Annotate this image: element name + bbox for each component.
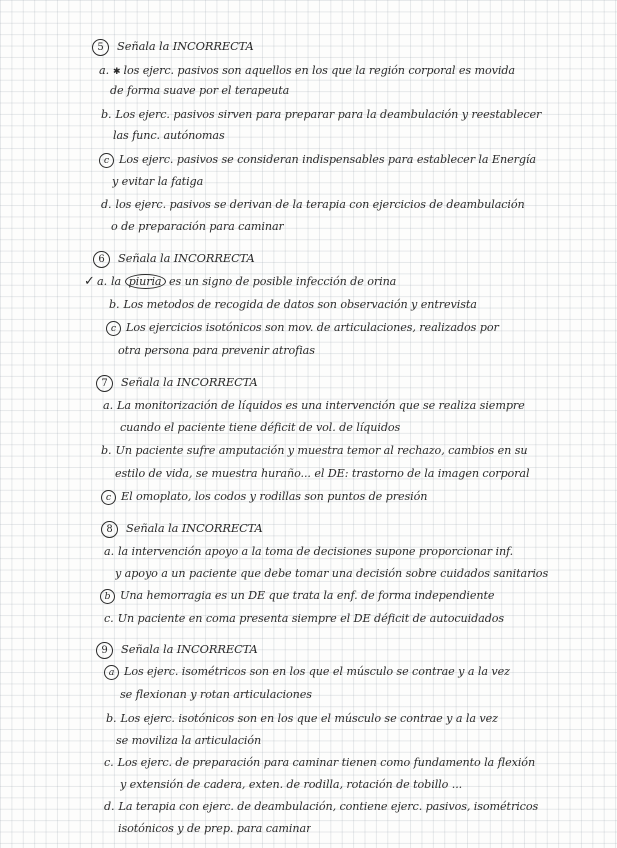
q6-option-a — [97, 274, 602, 290]
q5-c-line2: y evitar la fatiga — [112, 175, 204, 188]
q5-b-line2: las func. autónomas — [113, 129, 225, 142]
q9-option-d — [104, 799, 606, 815]
q6-heading-text: Señala la INCORRECTA — [118, 251, 255, 265]
q6-a-pre: la — [111, 275, 122, 288]
q8-a-line1: la intervención apoyo a la toma de decisiones supone proporcionar inf. — [118, 545, 514, 558]
q6-option-b — [109, 297, 604, 313]
q8-option-b — [100, 588, 605, 604]
q5-option-a — [99, 63, 604, 80]
q8-b-circled-letter: b — [100, 589, 115, 604]
asterisk-icon: ✱ — [113, 67, 121, 77]
q7-a-letter: a. — [103, 399, 114, 412]
q9-option-b — [106, 711, 606, 727]
q5-c-circled-letter: c — [99, 153, 114, 168]
q9-option-c — [104, 755, 606, 771]
q9-d-line2: isotónicos y de prep. para caminar — [118, 822, 312, 835]
q5-heading-text: Señala la INCORRECTA — [117, 39, 254, 53]
q5-d-letter: d. — [101, 198, 112, 211]
q7-b-letter: b. — [101, 444, 112, 457]
q5-c-line1: Los ejerc. pasivos se consideran indispensables para establecer la Energía — [119, 153, 536, 166]
q9-option-a — [104, 664, 606, 680]
q7-c-line1: El omoplato, los codos y rodillas son puntos de presión — [121, 490, 428, 503]
q6-option-c — [106, 320, 606, 336]
q8-a-line2: y apoyo a un paciente que debe tomar una decisión sobre cuidados sanitarios — [115, 567, 549, 580]
q9-c-letter: c. — [104, 756, 114, 769]
q9-a-line2: se flexionan y rotan articulaciones — [120, 688, 312, 701]
q5-number: 5 — [92, 39, 109, 56]
q6-a-post: es un signo de posible infección de orina — [168, 275, 397, 288]
q7-option-c — [101, 489, 601, 505]
q6-number: 6 — [93, 251, 110, 268]
q9-d-letter: d. — [104, 800, 115, 813]
q9-number: 9 — [96, 642, 113, 659]
q6-c-line2: otra persona para prevenir atrofias — [118, 344, 315, 357]
q5-d-line2: o de preparación para caminar — [111, 220, 284, 233]
q5-b-line1: Los ejerc. pasivos sirven para preparar para la deambulación y reestablecer — [115, 108, 542, 121]
q7-heading-text: Señala la INCORRECTA — [121, 375, 258, 389]
q9-b-letter: b. — [106, 712, 117, 725]
q6-heading — [93, 250, 255, 268]
q6-a-letter: a. — [97, 275, 108, 288]
q5-d-line1: los ejerc. pasivos se derivan de la terapia con ejercicios de deambulación — [115, 198, 525, 211]
q6-c-circled-letter: c — [106, 321, 121, 336]
checkmark-icon: ✓ — [84, 274, 95, 289]
q9-heading — [96, 641, 258, 659]
q7-a-line1: La monitorización de líquidos es una intervención que se realiza siempre — [117, 399, 525, 412]
q8-option-c — [104, 611, 604, 627]
q5-option-b — [101, 107, 606, 123]
q9-heading-text: Señala la INCORRECTA — [121, 642, 258, 656]
q7-b-line2: estilo de vida, se muestra huraño... el DE: trastorno de la imagen corporal — [115, 467, 530, 480]
q7-option-b — [101, 443, 606, 459]
q6-c-line1: Los ejercicios isotónicos son mov. de articulaciones, realizados por — [126, 321, 499, 334]
q5-option-d — [101, 197, 606, 213]
q9-a-line1: Los ejerc. isométricos son en los que el músculo se contrae y a la vez — [124, 665, 510, 678]
q6-b-line1: Los metodos de recogida de datos son observación y entrevista — [123, 298, 477, 311]
q8-c-letter: c. — [104, 612, 114, 625]
q5-b-letter: b. — [101, 108, 112, 121]
q5-a-letter: a. — [99, 64, 110, 77]
q7-heading — [96, 374, 258, 392]
q9-c-line1: Los ejerc. de preparación para caminar tienen como fundamento la flexión — [117, 756, 536, 769]
q8-b-line1: Una hemorragia es un DE que trata la enf. de forma independiente — [120, 589, 495, 602]
q8-heading-text: Señala la INCORRECTA — [126, 521, 263, 535]
q5-heading — [92, 38, 254, 56]
q5-a-line1: los ejerc. pasivos son aquellos en los que la región corporal es movida — [123, 64, 515, 77]
q8-c-line1: Un paciente en coma presenta siempre el DE déficit de autocuidados — [117, 612, 505, 625]
q6-a-circled-word: piuria — [125, 274, 166, 289]
q7-b-line1: Un paciente sufre amputación y muestra temor al rechazo, cambios en su — [115, 444, 528, 457]
q7-a-line2: cuando el paciente tiene déficit de vol. de líquidos — [120, 421, 401, 434]
q8-a-letter: a. — [104, 545, 115, 558]
q9-c-line2: y extensión de cadera, exten. de rodilla, rotación de tobillo ... — [120, 778, 463, 791]
q8-option-a — [104, 544, 604, 560]
q6-b-letter: b. — [109, 298, 120, 311]
q9-d-line1: La terapia con ejerc. de deambulación, contiene ejerc. pasivos, isométricos — [118, 800, 539, 813]
q7-c-circled-letter: c — [101, 490, 116, 505]
q7-option-a — [103, 398, 606, 414]
q7-number: 7 — [96, 375, 113, 392]
q5-a-line2: de forma suave por el terapeuta — [110, 84, 290, 97]
q9-b-line2: se moviliza la articulación — [116, 734, 262, 747]
q5-option-c — [99, 152, 604, 168]
q9-b-line1: Los ejerc. isotónicos son en los que el músculo se contrae y a la vez — [120, 712, 498, 725]
q8-heading — [101, 520, 263, 538]
q8-number: 8 — [101, 521, 118, 538]
q9-a-circled-letter: a — [104, 665, 119, 680]
